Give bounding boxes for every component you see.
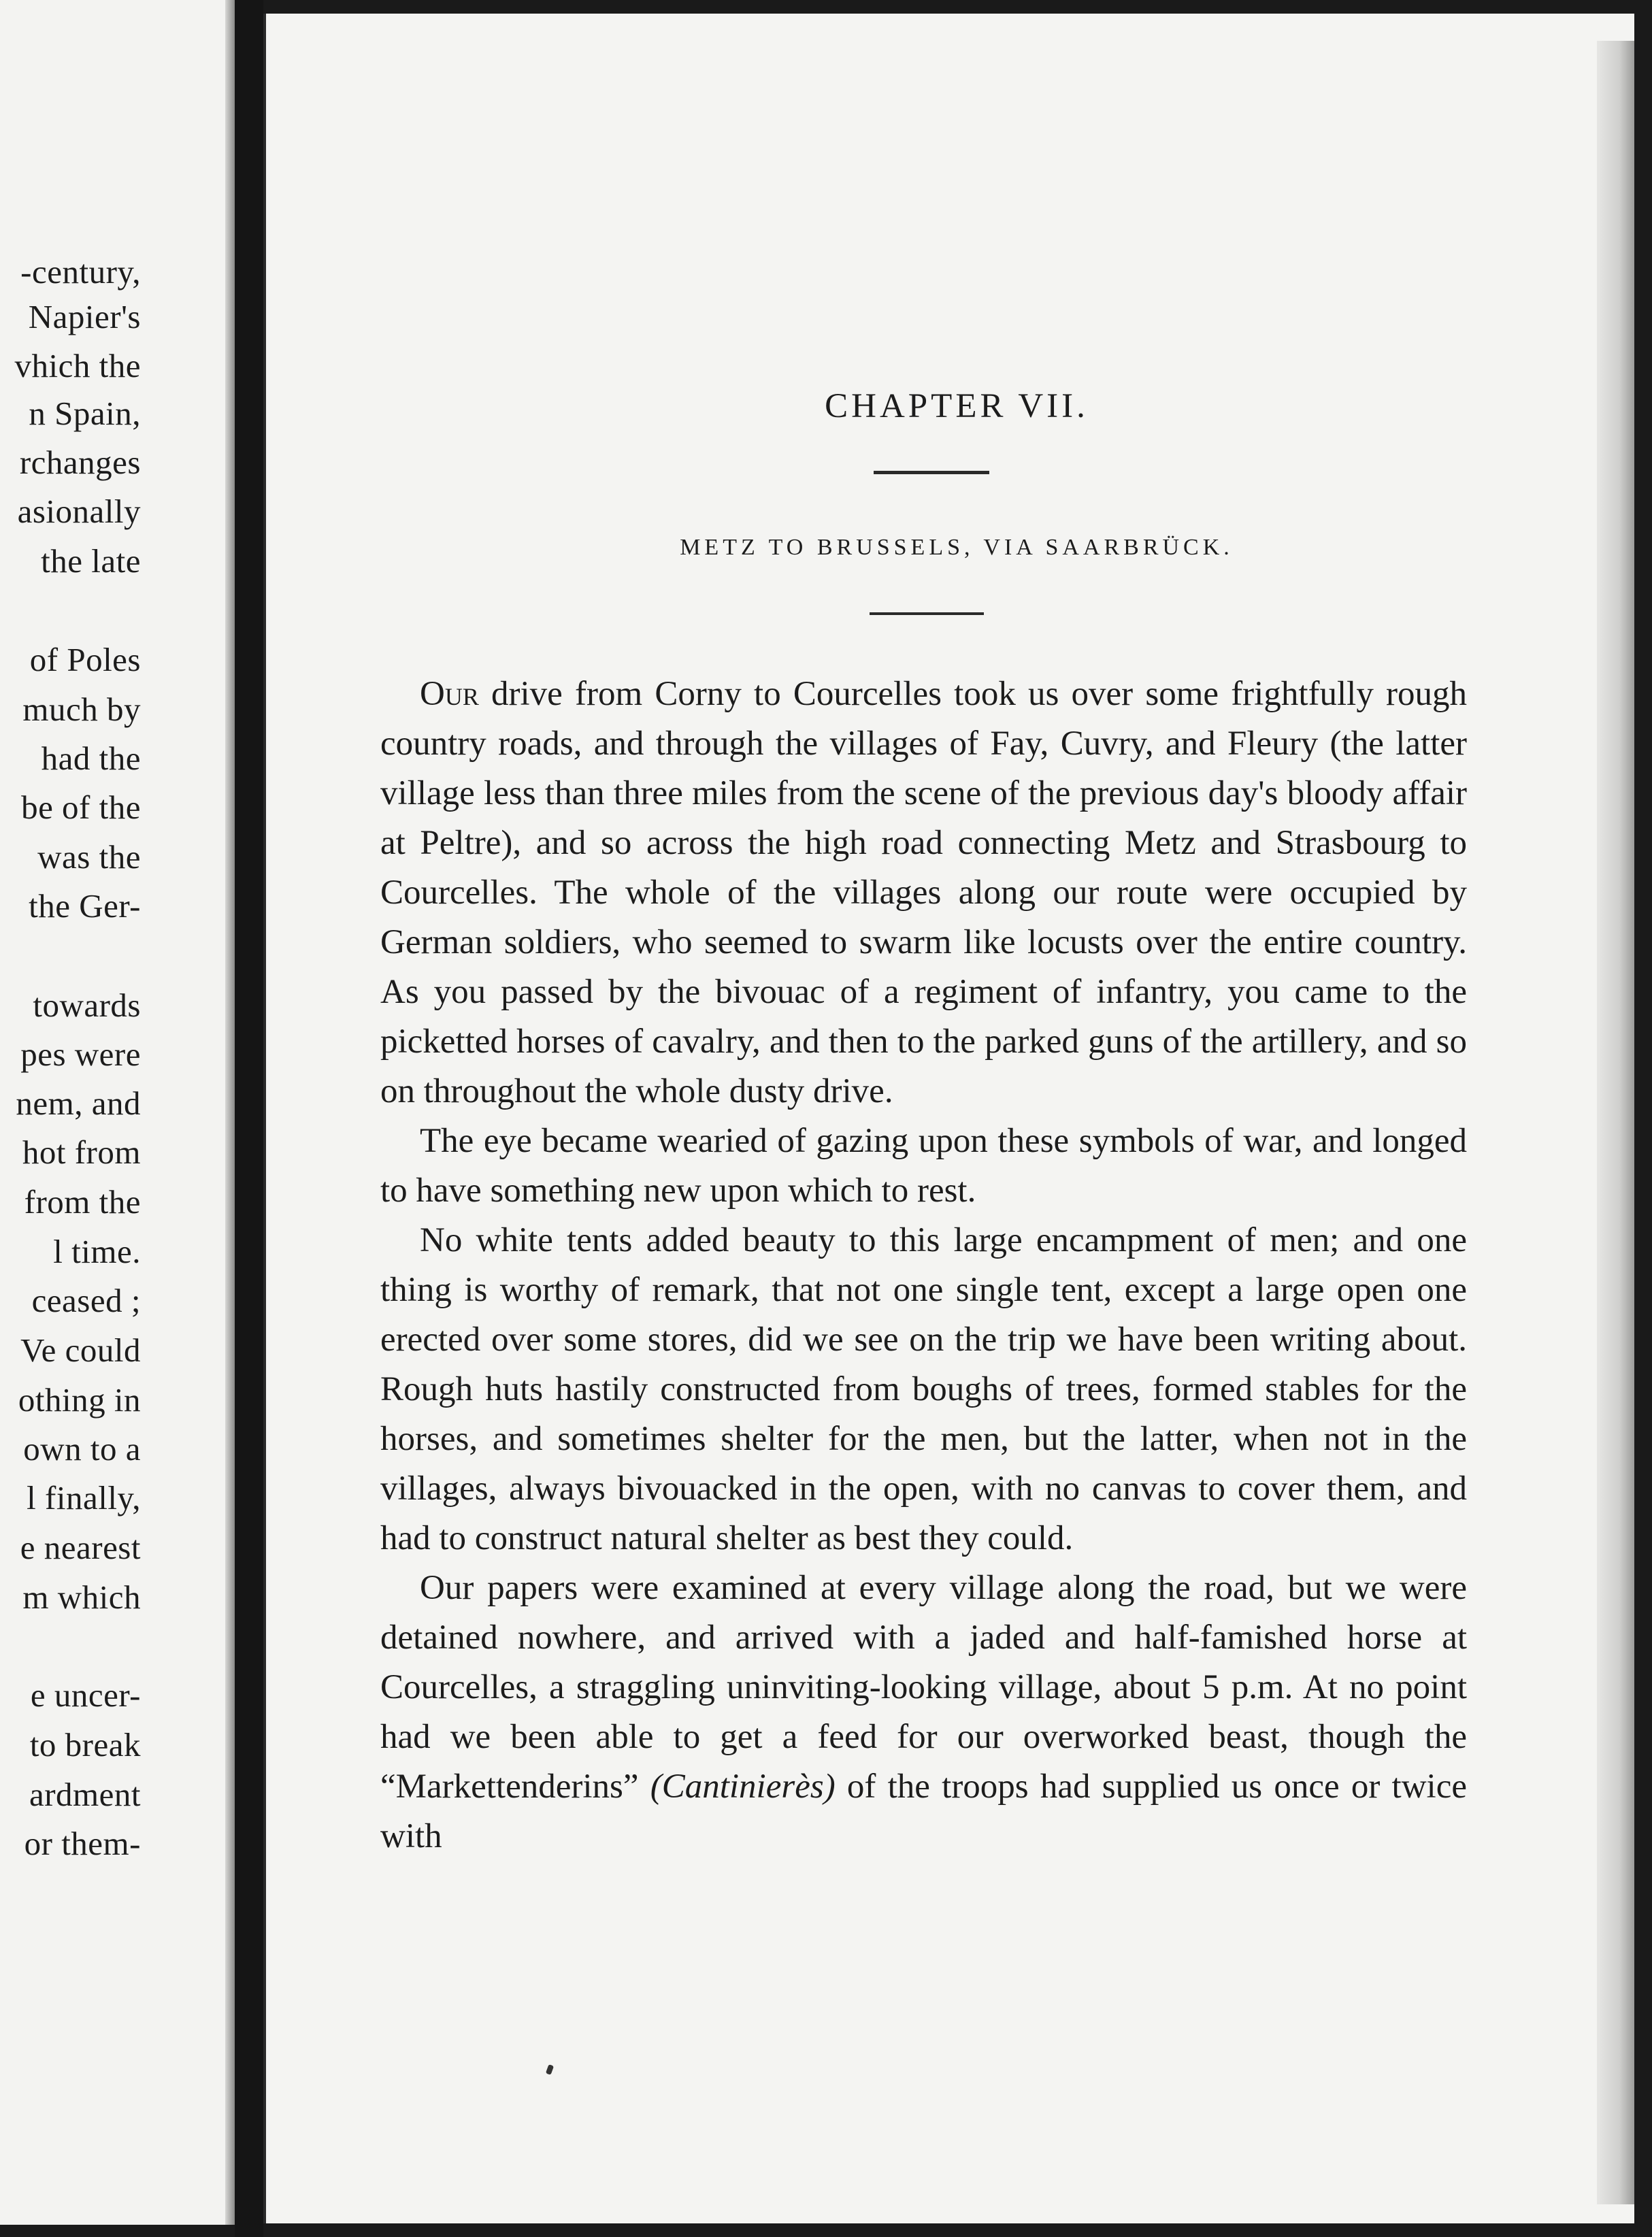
paragraph-4-text: Our papers were examined at every village along the road, but we were detained nowhere, and arrived with a jaded and half-famished horse at Courcelles, a straggling uninviting-looking village, about 5 p.m. At no point had we been able to get a feed for our overworked beast, though the “Markettenderins” xyxy=(380,1569,1467,1806)
left-page-line: -century, xyxy=(20,253,141,291)
left-page-line: of Poles xyxy=(29,641,141,678)
left-page-line: Ve could xyxy=(20,1331,141,1369)
left-page-line: l time. xyxy=(53,1233,141,1270)
left-page-line: e uncer- xyxy=(30,1676,141,1714)
paragraph-4-italic-term: (Cantinierès) xyxy=(650,1768,836,1806)
paragraph-3: No white tents added beauty to this large encampment of men; and one thing is worthy of remark, that not one single tent, except a large open one erected over some stores, did we see on the trip we have been writing about. Rough huts hastily constructed from boughs of trees, formed stables for the horses, and sometimes shelter for the men, but the latter, when not in the villages, always bivouacked in the open, with no canvas to cover them, and had to construct natural shelter as best they could. xyxy=(380,1221,1467,1557)
left-page-line: ardment xyxy=(29,1776,141,1813)
left-page-line: be of the xyxy=(21,789,141,826)
left-page-line: l finally, xyxy=(27,1479,141,1517)
left-page-line: pes were xyxy=(20,1035,141,1073)
title-rule-top xyxy=(874,471,989,474)
left-page-line: Napier's xyxy=(28,298,141,335)
left-page-line: nem, and xyxy=(16,1084,141,1122)
left-page-line: vhich the xyxy=(14,347,141,384)
left-page-line: much by xyxy=(22,691,141,728)
left-page-line: m which xyxy=(22,1578,141,1616)
left-page-line: the Ger- xyxy=(29,887,141,925)
left-facing-page xyxy=(0,0,235,2225)
paragraph-4 xyxy=(380,1563,1467,1861)
book-gutter xyxy=(235,0,263,2237)
chapter-title: CHAPTER VII. xyxy=(825,387,1089,425)
ink-speck xyxy=(546,2064,554,2075)
left-page-line: the late xyxy=(41,542,141,580)
page-edge-shading xyxy=(1597,41,1634,2204)
binding-shadow xyxy=(225,0,235,2225)
paragraph-1 xyxy=(380,669,1467,1116)
left-page-line: or them- xyxy=(24,1825,141,1862)
left-page-line: asionally xyxy=(17,493,141,530)
left-page-line: to break xyxy=(29,1726,141,1763)
right-page xyxy=(263,14,1634,2223)
paragraph-1-opening-word: Our xyxy=(420,675,479,713)
left-page-line: was the xyxy=(37,838,141,876)
chapter-body xyxy=(380,669,1467,1861)
left-page-line: had the xyxy=(41,740,141,777)
left-page-line: towards xyxy=(33,987,141,1024)
left-page-line: from the xyxy=(24,1183,141,1221)
paragraph-4-end: of the troops had supplied us once or twice with xyxy=(380,1768,1467,1855)
left-page-line: hot from xyxy=(22,1133,141,1171)
chapter-subtitle: METZ TO BRUSSELS, VIA SAARBRÜCK. xyxy=(680,535,1234,560)
left-page-line: n Spain, xyxy=(29,395,141,432)
left-page-line: ceased ; xyxy=(31,1282,141,1319)
paragraph-1-text: drive from Corny to Courcelles took us over some frightfully rough country roads, and through the villages of Fay, Cuvry, and Fleury (the latter village less than three miles from the scene of the previous day's bloody affair at Peltre), and so across the high road connecting Metz and Strasbourg to Courcelles. The whole of the villages along our route were occupied by German soldiers, who seemed to swarm like locusts over the entire country. As you passed by the bivouac of a regiment of infantry, you came to the picketted horses of cavalry, and then to the parked guns of the artillery, and so on throughout the whole dusty drive. xyxy=(380,675,1467,1110)
left-page-line: rchanges xyxy=(19,444,141,481)
title-rule-bottom xyxy=(870,612,984,615)
left-page-line: e nearest xyxy=(20,1529,141,1566)
left-page-line: othing in xyxy=(18,1381,141,1419)
paragraph-2: The eye became wearied of gazing upon these symbols of war, and longed to have something new upon which to rest. xyxy=(380,1122,1467,1210)
left-page-line: own to a xyxy=(23,1430,141,1468)
